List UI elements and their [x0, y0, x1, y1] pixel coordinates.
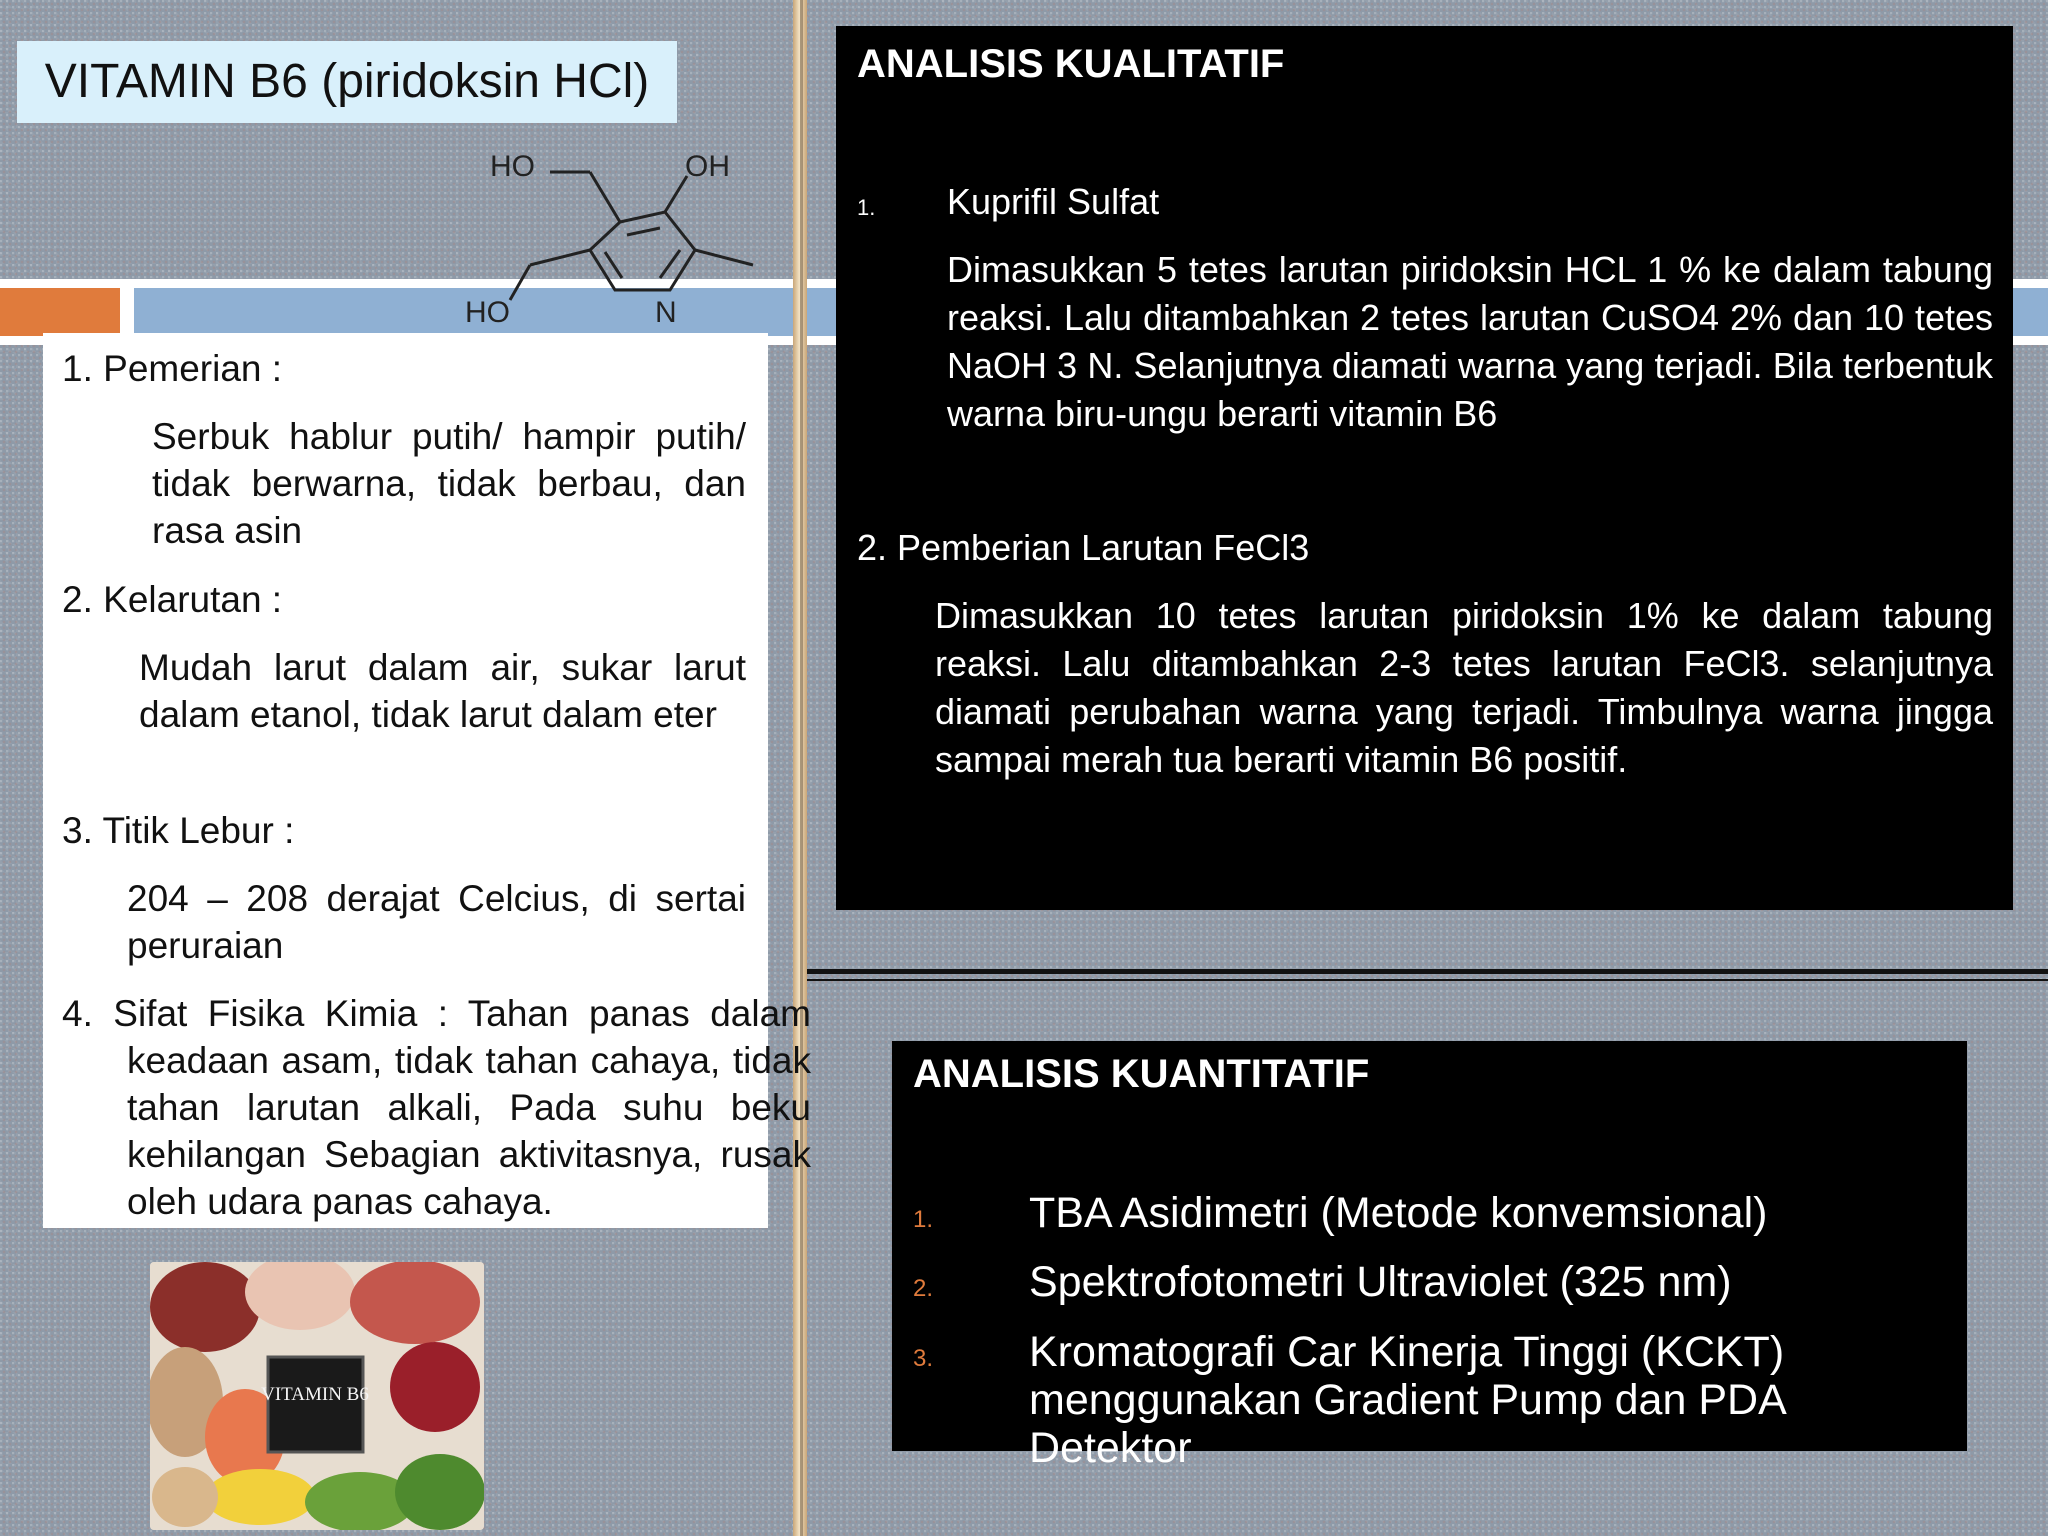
slide-title: VITAMIN B6 (piridoksin HCl) — [44, 55, 650, 108]
structure-label-ho-top: HO — [490, 150, 535, 183]
pyridoxine-structure-diagram — [455, 140, 775, 340]
kualitatif-title: ANALISIS KUALITATIF — [857, 42, 1285, 86]
kualitatif-item1-number: 1. — [857, 195, 876, 220]
kelarutan-heading: 2. Kelarutan : — [62, 579, 283, 620]
kuantitatif-item3-text: Kromatografi Car Kinerja Tinggi (KCKT) menggunakan Gradient Pump dan PDA Detektor — [1029, 1328, 1785, 1472]
kuantitatif-item1-number: 1. — [913, 1206, 934, 1233]
kuantitatif-item3-number: 3. — [913, 1345, 934, 1372]
horizontal-divider-thin — [807, 979, 2048, 981]
titik-lebur-body: 204 – 208 derajat Celcius, di sertai peruraian — [127, 878, 746, 966]
sifat-fisika-kimia: 4. Sifat Fisika Kimia : Tahan panas dalam keadaan asam, tidak tahan cahaya, tidak tahan larutan alkali, Pada suhu beku kehilangan Sebagian aktivitasnya, rusak oleh udara panas cahaya. — [62, 993, 811, 1222]
accent-bar — [0, 288, 120, 336]
kelarutan-body: Mudah larut dalam air, sukar larut dalam etanol, tidak larut dalam eter — [139, 647, 746, 735]
horizontal-divider — [807, 969, 2048, 974]
vitamin-b6-food-image — [150, 1262, 484, 1530]
structure-label-n: N — [655, 296, 677, 329]
pemerian-heading: 1. Pemerian : — [62, 348, 283, 389]
kuantitatif-item2-number: 2. — [913, 1275, 934, 1302]
titik-lebur-heading: 3. Titik Lebur : — [62, 810, 295, 851]
kualitatif-item2-body: Dimasukkan 10 tetes larutan piridoksin 1% ke dalam tabung reaksi. Lalu ditambahkan 2-3 tetes larutan FeCl3. selanjutnya diamati perubahan warna yang terjadi. Timbulnya warna jingga sampai merah tua berarti vitamin B6 positif. — [935, 595, 1993, 780]
kuantitatif-title: ANALISIS KUANTITATIF — [913, 1052, 1370, 1096]
kualitatif-item1-body: Dimasukkan 5 tetes larutan piridoksin HCL 1 % ke dalam tabung reaksi. Lalu ditambahkan 2 tetes larutan CuSO4 2% dan 10 tetes NaOH 3 N. Selanjutnya diamati warna yang terjadi. Bila terbentuk warna biru-ungu berarti vitamin B6 — [947, 249, 1993, 434]
food-label: VITAMIN B6 — [261, 1384, 369, 1405]
structure-label-ho-bottom: HO — [465, 296, 510, 329]
pemerian-body: Serbuk hablur putih/ hampir putih/ tidak berwarna, tidak berbau, dan rasa asin — [152, 416, 746, 551]
kuantitatif-item1-text: TBA Asidimetri (Metode konvemsional) — [1029, 1189, 1768, 1237]
food-illustration — [150, 1262, 484, 1530]
vertical-divider-shadow — [800, 0, 803, 1536]
kualitatif-item1-title: Kuprifil Sulfat — [947, 181, 1160, 222]
structure-label-oh-top: OH — [685, 150, 730, 183]
kuantitatif-item2-text: Spektrofotometri Ultraviolet (325 nm) — [1029, 1258, 1732, 1306]
kualitatif-item2-title: 2. Pemberian Larutan FeCl3 — [857, 527, 1310, 568]
